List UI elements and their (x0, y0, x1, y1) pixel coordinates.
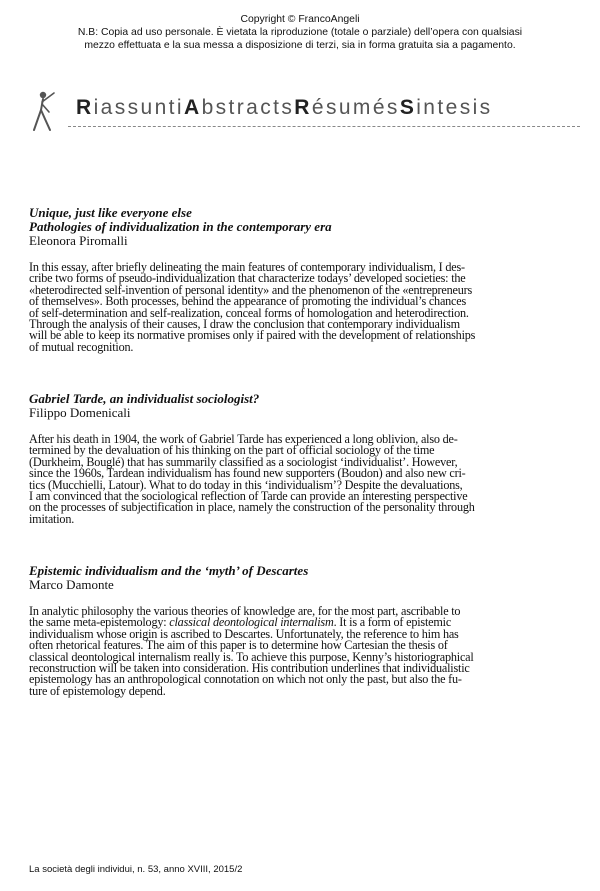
article-abstract: In analytic philosophy the various theories of knowledge are, for the most part, ascribable to the same meta-epistemology: classical deontological internalism. It is a form of epistemic individualism whose origin is ascribed to Descartes. Unfortunately, the reference to him has often rhetorical features. The aim of this paper is to determine how Cartesian the thesis of classical deontological internalism really is. To achieve this purpose, Kenny’s historiographical reconstruction will be taken into consideration. His contribution underlines that individualistic epistemology has an anthropological connotation on which not only the past, but also the fu- ture of epistemology depend. (29, 604, 474, 698)
copyright-line: Copyright © FrancoAngeli (240, 14, 360, 25)
article-entry (29, 564, 574, 697)
article-title: Epistemic individualism and the ‘myth’ of Descartes (29, 563, 309, 578)
emphasized-term: classical deontological internalism (169, 615, 334, 630)
section-banner (28, 86, 580, 134)
article-author: Filippo Domenicali (29, 405, 131, 420)
article-entry (29, 206, 574, 353)
article-abstract: After his death in 1904, the work of Gabriel Tarde has experienced a long oblivion, also de- termined by the devaluation of his thinking on the part of official sociology of the time (Durkheim, Bouglé) that has summarily classified as a sociologist ‘individualist’. However, since the 1960s, Tardean individualism has found new supporters (Boudon) and also new cri- tics (Mucchielli, Latour). What to do today in this ‘individualism’? Despite the devaluations, I am convinced that the sociological reflection of Tarde can provide an interesting perspective on the processes of subjectification in place, namely the construction of the personality through imitation. (29, 432, 475, 526)
article-subtitle: Pathologies of individualization in the contemporary era (29, 219, 332, 234)
figure-logo-icon (28, 86, 72, 134)
article-title: Unique, just like everyone else (29, 205, 192, 220)
copyright-line: mezzo effettuata e la sua messa a disposizione di terzi, sia in forma gratuita sia a pagamento. (84, 40, 516, 51)
banner-title: RiassuntiAbstractsRésumésSintesis (76, 96, 493, 119)
copyright-notice (0, 13, 600, 52)
article-author: Marco Damonte (29, 577, 114, 592)
article-title: Gabriel Tarde, an individualist sociologist? (29, 391, 260, 406)
article-entry (29, 392, 574, 525)
article-author: Eleonora Piromalli (29, 233, 128, 248)
dashed-divider (68, 126, 580, 127)
journal-footer: La società degli individui, n. 53, anno XVIII, 2015/2 (29, 864, 243, 875)
article-abstract: In this essay, after briefly delineating the main features of contemporary individualism, I des- cribe two forms of pseudo-individualization that characterize todays’ developed societies: the «heterodirected self-invention of personal identity» and the phenomenon of the «entrepreneurs of themselves». Both processes, behind the appearance of promoting the individual’s chances of self-determination and self-realization, conceal forms of homologation and heterodirection. Through the analysis of their causes, I draw the conclusion that contemporary individualism will be able to keep its normative promises only if paired with the development of relationships of mutual recognition. (29, 260, 476, 354)
copyright-line: N.B: Copia ad uso personale. È vietata la riproduzione (totale o parziale) dell’opera con qualsiasi (77, 27, 523, 38)
